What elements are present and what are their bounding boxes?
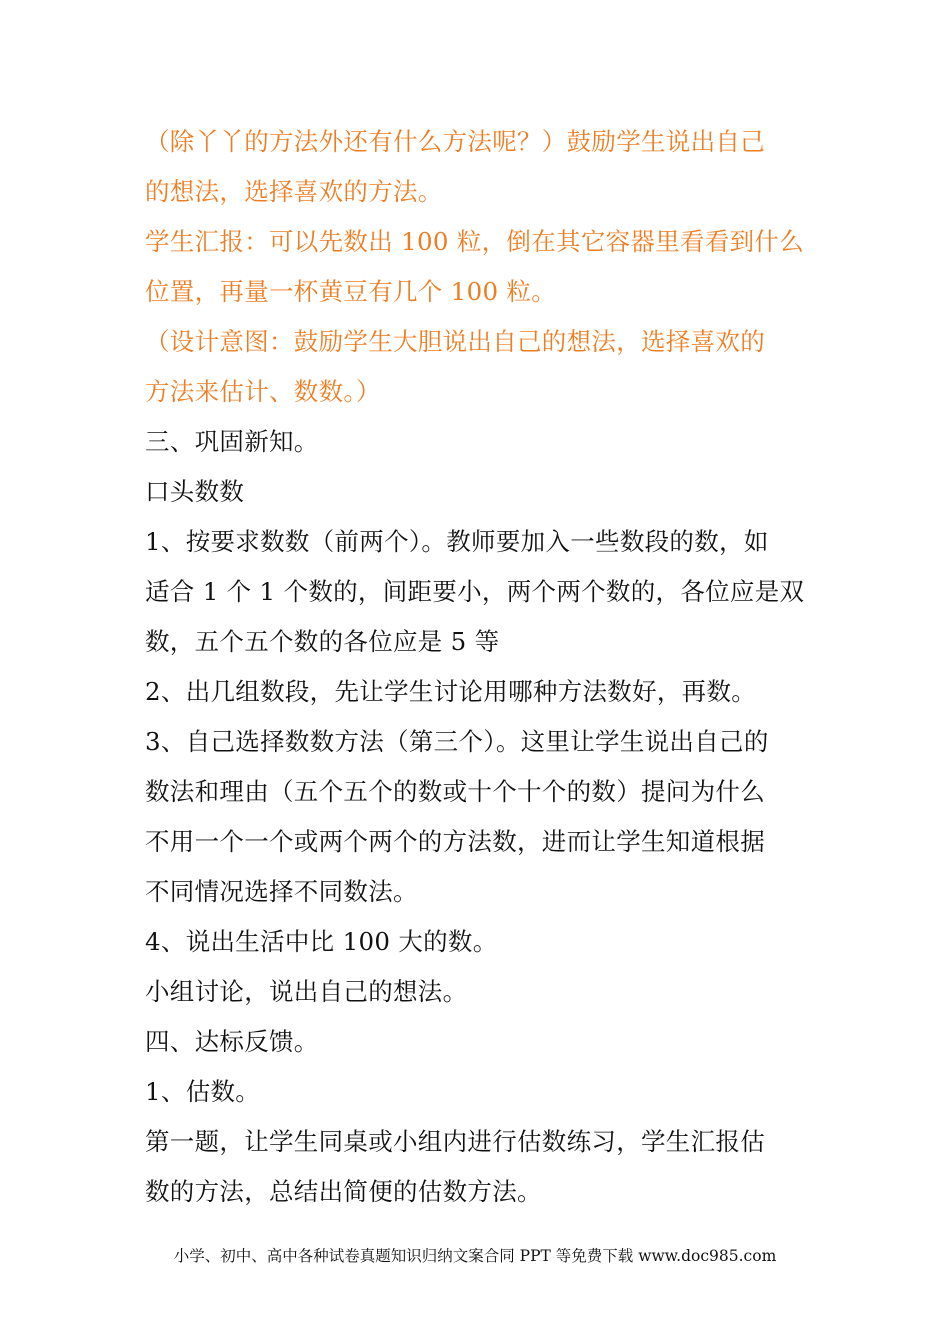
paragraph-line: 适合 1 个 1 个数的，间距要小，两个两个数的，各位应是双 xyxy=(145,577,805,606)
paragraph-line: 不同情况选择不同数法。 xyxy=(145,877,418,906)
paragraph-line: 4、说出生活中比 100 大的数。 xyxy=(145,927,498,956)
section-heading: 三、巩固新知。 xyxy=(145,427,319,456)
paragraph-line: 3、自己选择数数方法（第三个）。这里让学生说出自己的 xyxy=(145,727,769,756)
page-footer: 小学、初中、高中各种试卷真题知识归纳文案合同 PPT 等免费下载 www.doc985.com xyxy=(173,1247,777,1265)
paragraph-line: 数的方法，总结出简便的估数方法。 xyxy=(145,1177,542,1206)
paragraph-line: 第一题，让学生同桌或小组内进行估数练习，学生汇报估 xyxy=(145,1127,765,1156)
paragraph-line: （设计意图：鼓励学生大胆说出自己的想法，选择喜欢的 xyxy=(145,327,765,356)
document-body xyxy=(145,117,810,1217)
paragraph-line: 不用一个一个或两个两个的方法数，进而让学生知道根据 xyxy=(145,827,765,856)
paragraph-line: 的想法，选择喜欢的方法。 xyxy=(145,177,443,206)
paragraph-line: 1、估数。 xyxy=(145,1077,261,1106)
paragraph-line: （除丫丫的方法外还有什么方法呢？）鼓励学生说出自己 xyxy=(145,127,765,156)
paragraph-line: 小组讨论，说出自己的想法。 xyxy=(145,977,468,1006)
paragraph-line: 数，五个五个数的各位应是 5 等 xyxy=(145,627,500,656)
paragraph-line: 方法来估计、数数。） xyxy=(145,377,381,406)
paragraph-line: 1、按要求数数（前两个）。教师要加入一些数段的数，如 xyxy=(145,527,769,556)
paragraph-line: 位置，再量一杯黄豆有几个 100 粒。 xyxy=(145,277,557,306)
paragraph-line: 学生汇报：可以先数出 100 粒，倒在其它容器里看看到什么 xyxy=(145,227,805,256)
subheading: 口头数数 xyxy=(145,477,245,506)
section-heading: 四、达标反馈。 xyxy=(145,1027,319,1056)
paragraph-line: 2、出几组数段，先让学生讨论用哪种方法数好，再数。 xyxy=(145,677,757,706)
paragraph-line: 数法和理由（五个五个的数或十个十个的数）提问为什么 xyxy=(145,777,765,806)
